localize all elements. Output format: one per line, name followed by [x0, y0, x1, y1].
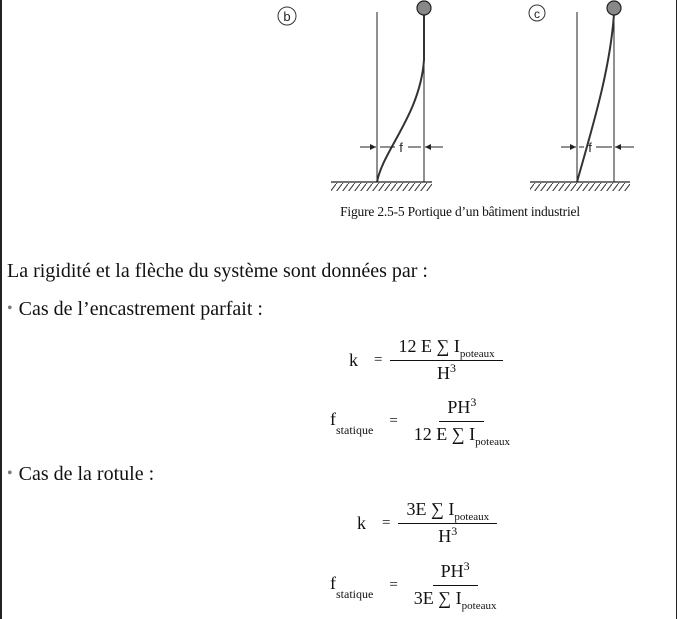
inertia-subscript: poteaux: [454, 511, 490, 523]
height-symbol: H: [438, 525, 452, 546]
load-height: PH: [440, 561, 464, 581]
f-symbol: [330, 409, 374, 437]
exponent: 3: [450, 360, 457, 375]
panel-c-label: c: [534, 7, 540, 21]
panel-b: [278, 1, 443, 191]
inertia-subscript: poteaux: [475, 435, 510, 448]
f-subscript: statique: [336, 422, 374, 437]
f-subscript: statique: [336, 586, 374, 601]
f-letter: f: [330, 409, 336, 429]
bullet-icon: •: [7, 300, 13, 317]
load-height: PH: [447, 397, 471, 417]
exponent: 3: [463, 559, 470, 573]
intro-paragraph: La rigidité et la flèche du système sont données par :: [7, 260, 428, 282]
height-symbol: H: [437, 362, 451, 383]
equals-sign: =: [374, 351, 383, 368]
numerator: [439, 395, 484, 422]
inertia-symbol: I: [455, 587, 462, 608]
fraction: [398, 500, 497, 547]
case2-label: Cas de la rotule :: [18, 463, 155, 485]
exponent: 3: [451, 523, 458, 538]
exponent: 3: [470, 395, 477, 409]
dim-arrowhead-right-c: [615, 144, 621, 150]
coefficient: 12 E: [413, 423, 448, 444]
k-symbol: k: [349, 349, 358, 370]
panel-b-label: b: [283, 9, 291, 24]
equation-k-encastrement: [349, 337, 503, 384]
sum-symbol: ∑: [451, 423, 465, 444]
dim-arrowhead-right-b: [425, 144, 431, 150]
k-symbol: k: [357, 512, 366, 533]
dim-arrowhead-left-c: [570, 144, 576, 150]
deflection-label-b: f: [399, 140, 403, 155]
ground-hatch-c: [530, 183, 630, 191]
equation-k-rotule: [357, 500, 497, 547]
numerator: [390, 337, 502, 361]
case1-label: Cas de l’encastrement parfait :: [18, 298, 263, 320]
denominator: [406, 422, 518, 448]
deformed-column-b: [377, 14, 424, 182]
bullet-icon: •: [7, 465, 13, 482]
inertia-symbol: I: [469, 423, 476, 444]
case2-item: [7, 463, 154, 486]
inertia-subscript: poteaux: [461, 599, 497, 612]
sum-symbol: ∑: [438, 587, 452, 608]
fraction: [406, 395, 518, 448]
equation-f-rotule: [330, 559, 504, 612]
fraction: [406, 559, 505, 612]
coefficient: 3E: [413, 587, 434, 608]
equals-sign: =: [382, 514, 391, 531]
inertia-symbol: I: [453, 336, 460, 356]
mass-node-c: [607, 1, 621, 15]
mass-node-b: [417, 1, 431, 15]
figure-caption: Figure 2.5-5 Portique d’un bâtiment industriel: [340, 204, 580, 219]
deflection-label-c: f: [588, 140, 592, 155]
sum-symbol: ∑: [436, 336, 450, 356]
coefficient: 12 E: [398, 336, 432, 356]
inertia-subscript: poteaux: [459, 348, 495, 360]
numerator: [433, 559, 478, 586]
f-symbol: [330, 573, 374, 601]
panel-c: [529, 1, 634, 191]
denominator: [406, 586, 505, 612]
inertia-symbol: I: [448, 499, 455, 519]
dim-arrowhead-left-b: [370, 144, 376, 150]
ground-hatch-b: [331, 183, 432, 191]
denominator: [430, 524, 465, 547]
coefficient: 3E: [406, 499, 427, 519]
denominator: [429, 361, 464, 384]
fraction: [390, 337, 502, 384]
deformed-column-c: [577, 14, 614, 182]
f-letter: f: [330, 573, 336, 593]
equals-sign: =: [389, 412, 398, 429]
equals-sign: =: [389, 576, 398, 593]
numerator: [398, 500, 497, 524]
case1-item: [7, 298, 263, 321]
equation-f-encastrement: [330, 395, 518, 448]
sum-symbol: ∑: [430, 499, 444, 519]
